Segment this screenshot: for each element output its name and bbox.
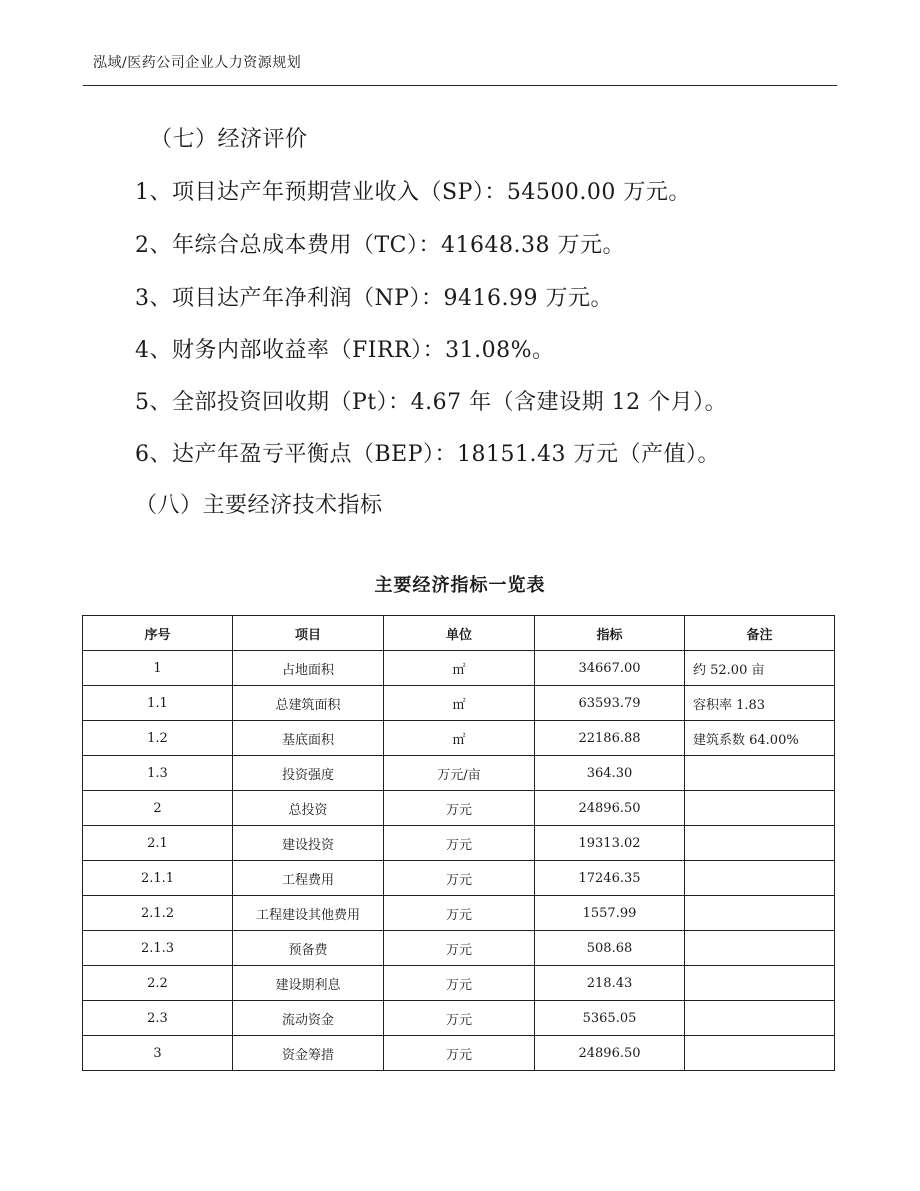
row-unit: 万元 <box>384 791 535 826</box>
row-unit: ㎡ <box>384 686 535 721</box>
row-value: 63593.79 <box>535 686 685 721</box>
table-row <box>83 896 835 931</box>
row-unit: 万元 <box>384 896 535 931</box>
table-row <box>83 721 835 756</box>
row-remark <box>685 1036 835 1071</box>
row-value: 24896.50 <box>535 1036 685 1071</box>
table-row <box>83 861 835 896</box>
row-value: 5365.05 <box>535 1001 685 1036</box>
table-row <box>83 966 835 1001</box>
column-header-value: 指标 <box>535 616 685 651</box>
row-unit: 万元/亩 <box>384 756 535 791</box>
row-item: 流动资金 <box>233 1001 384 1036</box>
row-item: 总建筑面积 <box>233 686 384 721</box>
row-index: 3 <box>83 1036 233 1071</box>
item-5: 5、全部投资回收期（Pt）：4.67 年（含建设期 12 个月）。 <box>135 390 728 415</box>
row-index: 1.3 <box>83 756 233 791</box>
row-item: 总投资 <box>233 791 384 826</box>
item-3: 3、项目达产年净利润（NP）：9416.99 万元。 <box>135 286 614 311</box>
table-row <box>83 686 835 721</box>
row-index: 1.2 <box>83 721 233 756</box>
row-remark <box>685 931 835 966</box>
row-unit: 万元 <box>384 966 535 1001</box>
table-row <box>83 791 835 826</box>
row-item: 投资强度 <box>233 756 384 791</box>
row-value: 34667.00 <box>535 651 685 686</box>
table-row <box>83 931 835 966</box>
row-index: 2.1.3 <box>83 931 233 966</box>
economic-indicators-table <box>82 615 835 1071</box>
section-7-heading: （七）经济评价 <box>150 127 308 152</box>
table-row <box>83 651 835 686</box>
column-header-index: 序号 <box>83 616 233 651</box>
row-index: 2.1 <box>83 826 233 861</box>
item-1: 1、项目达产年预期营业收入（SP）：54500.00 万元。 <box>135 180 691 205</box>
row-index: 2.3 <box>83 1001 233 1036</box>
row-remark <box>685 896 835 931</box>
section-8-heading: （八）主要经济技术指标 <box>135 493 383 518</box>
row-item: 基底面积 <box>233 721 384 756</box>
table-row <box>83 1001 835 1036</box>
row-value: 1557.99 <box>535 896 685 931</box>
row-value: 22186.88 <box>535 721 685 756</box>
row-remark <box>685 1001 835 1036</box>
row-value: 24896.50 <box>535 791 685 826</box>
row-item: 工程费用 <box>233 861 384 896</box>
row-unit: 万元 <box>384 1001 535 1036</box>
document-header: 泓域/医药公司企业人力资源规划 <box>93 55 302 71</box>
row-value: 17246.35 <box>535 861 685 896</box>
row-unit: 万元 <box>384 1036 535 1071</box>
row-value: 364.30 <box>535 756 685 791</box>
row-remark <box>685 791 835 826</box>
row-unit: 万元 <box>384 826 535 861</box>
row-item: 预备费 <box>233 931 384 966</box>
row-unit: 万元 <box>384 931 535 966</box>
row-unit: 万元 <box>384 861 535 896</box>
table-row <box>83 1036 835 1071</box>
row-item: 占地面积 <box>233 651 384 686</box>
column-header-item: 项目 <box>233 616 384 651</box>
row-item: 工程建设其他费用 <box>233 896 384 931</box>
row-index: 2 <box>83 791 233 826</box>
table-header-row <box>83 616 835 651</box>
row-remark <box>685 861 835 896</box>
table-row <box>83 756 835 791</box>
row-item: 资金筹措 <box>233 1036 384 1071</box>
row-unit: ㎡ <box>384 721 535 756</box>
row-item: 建设投资 <box>233 826 384 861</box>
row-index: 2.2 <box>83 966 233 1001</box>
row-unit: ㎡ <box>384 651 535 686</box>
row-index: 2.1.1 <box>83 861 233 896</box>
column-header-unit: 单位 <box>384 616 535 651</box>
column-header-remark: 备注 <box>685 616 835 651</box>
row-value: 19313.02 <box>535 826 685 861</box>
item-2: 2、年综合总成本费用（TC）：41648.38 万元。 <box>135 233 625 258</box>
row-remark: 约 52.00 亩 <box>685 651 835 686</box>
row-remark <box>685 966 835 1001</box>
row-remark: 容积率 1.83 <box>685 686 835 721</box>
row-remark <box>685 756 835 791</box>
item-4: 4、财务内部收益率（FIRR）：31.08%。 <box>135 338 555 363</box>
row-index: 1 <box>83 651 233 686</box>
table-title: 主要经济指标一览表 <box>374 575 546 596</box>
table-row <box>83 826 835 861</box>
row-value: 218.43 <box>535 966 685 1001</box>
row-remark <box>685 826 835 861</box>
header-rule <box>83 85 837 86</box>
row-remark: 建筑系数 64.00% <box>685 721 835 756</box>
row-value: 508.68 <box>535 931 685 966</box>
row-item: 建设期利息 <box>233 966 384 1001</box>
row-index: 1.1 <box>83 686 233 721</box>
item-6: 6、达产年盈亏平衡点（BEP）：18151.43 万元（产值）。 <box>135 442 720 467</box>
row-index: 2.1.2 <box>83 896 233 931</box>
